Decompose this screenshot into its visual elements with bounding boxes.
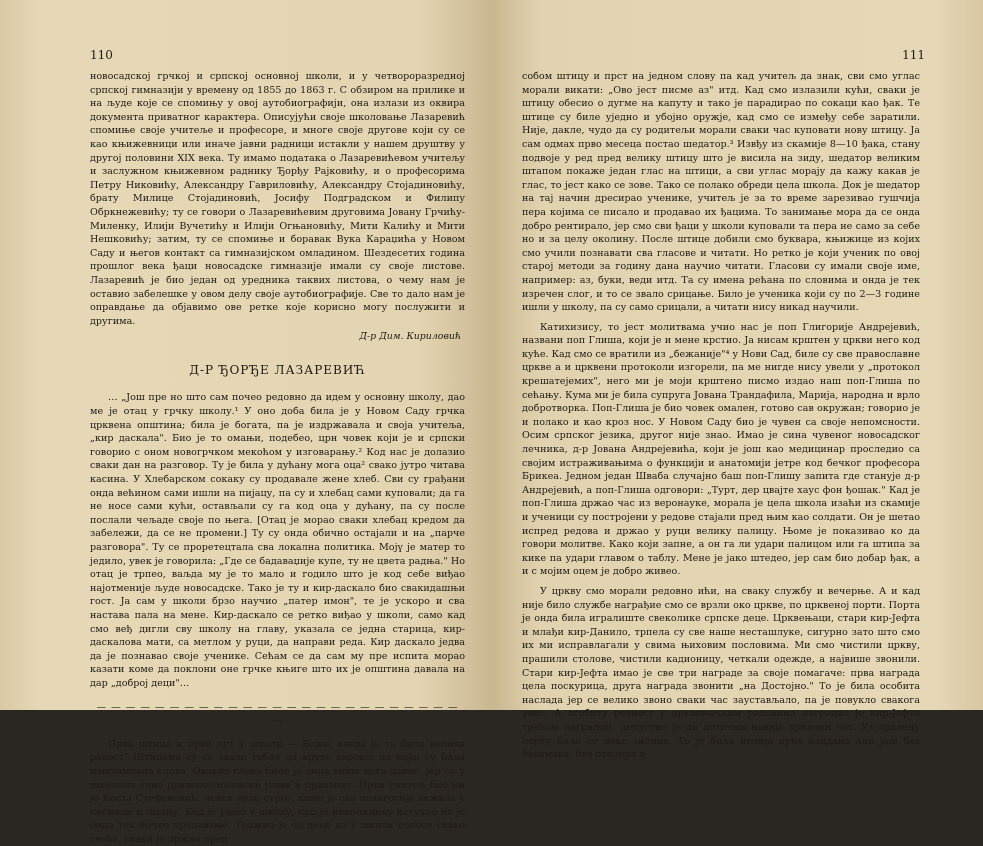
intro-paragraph: новосадској грчкој и српској основној школи, и у четвороразредној српској гимназији у времену од 1855 до 1863 г. С обзиром на прилике и на људе које се спомињу у овој аутобиографији, она излази из оквира документа приватног карактера. Описујући своје школовање Лазаревић спомиње своје учитеље и професоре, и многе своје другове који су се као књижевници или иначе јавни радници истакли у нашем друштву у другој половини XIX века. Ту имамо података о Лазаревићевом учитељу и заслужном књижевном раднику Ђорђу Рајковићу, и о професорима Петру Никовићу, Александру Гавриловићу, Александру Стојадиновићу, брату Милице Стојадиновић, Јосифу Подградском и Филипу Обркнежевићу; ту се говори о Лазаревићевим друговима Јовану Грчићу-Миленку, Илији Вучетићу и Илији Огњановићу, Мити Калићу и Мити Нешковићу; затим, ту се спомиње и боравак Вука Караџића у Новом Саду и његов контакт са гимназијском омладином. Шездесетих година прошлог века ђаци новосадске гимназије имали су своје листове. Лазаревић је био један од уредника таквих листова, о чему нам је оставио забелешке у овом делу своје аутобиографије. Све то дало нам је оправдање да објавимо ове ретке које корисно могу послужити и другима. xyxy=(90,71,465,327)
page-number: 110 xyxy=(90,48,113,62)
paragraph: собом штицу и прст на једном слову па кад учитељ да знак, сви смо углас морали викати: „Ово јест писме аз" итд. Кад смо излазили кући, сваки је штицу обесио о дугме на капуту и тако је парадирао по сокаци као ђак. Те штице су биле уједно и убојно оружје, кад смо се између себе заратили. Није, дакле, чудо да су родитељи морали сваки час куповати нову штицу. Ја сам одмах прво месеца постао шедатор.³ Извђу из скамије 8—10 ђака, стану подвоје у ред пред велику штицу што је висила на зиду, шедатор великим штапом покаже један глас на штици, а сви углас морају да кажу какав је глас, то јест како се зове. Тако се полако обреди цела школа. Док је шедатор на тај начин дресирао ученике, учитељ је за то време зарезивао гушчија пера којима се писало и продавао их ђацима. То занимање мора да се онда добро рентирало, јер смо сви ђаци у школи куповали та пера не само за себе но и за целу околину. После штице добили смо буквара, књижице из којих смо учили познавати сва гласове и читати. Но ретко је који ученик по овој старој методи за годину дана научио читати. Гласови су имали своје име, например: аз, буки, веди итд. Та су имена рећана по словима и онда је тек изречен слог, и то се звало срицање. Било је ученика који су по 2—3 године ишли у школу, па су само срицали, а читати нису никад научили. xyxy=(522,71,920,314)
paragraph: … „Још пре но што сам почео редовно да идем у основну школу, дао ме је отац у грчку школу.¹ У оно доба била је у Новом Саду грчка црквена општина; била је богата, па је издржавала и своја учитеља, „кир даскала". Био је то омањи, подебео, црн човек који је и српски говорио с оном новогрчком мекоћом у изговарању.² Код нас је долазио сваки дан на разговор. Ту је била у дућану мога оца² свако јутро читава касина. У Хлебарском сокаку су продавале жене хлеб. Сви су грађани онда већином сами ишли на пијацу, па су и хлебац сами куповали; да га не носе сами кући, остављали су га код оца у дућану, па су после послали чељаде своје по њега. [Отац је морао сваки хлебац кредом да забележи, да се не промени.] Ту су онда обично остајали и на „парче разговора". Ту се проретецтала сва локална политика. Мојү је матер то једило, увек је говорила: „Где се бадаваџије купе, ту не цвета радња." Но отац је трпео, ваљда му је то мало и годило што је код себе виђао најотменије људе новосадске. Тако је ту и кир-даскало био свакидашњи гост. Ја сам у школи брзо научио „патер имон", те је ускоро и сва настава пала на мене. Кир-даскало се ретко виђао у школи, само кад смо веђ дигли сву школу на главу, указала се једна старица, кир-даскалова мати, са метлом у руци, да направи реда. Кир даскало једва да је познавао своје ученике. Сећам се да сам му пре испита морао казати коме да поклони оне грчке књиге што их је општина давала на дар „доброј деци"… xyxy=(90,392,465,689)
right-page xyxy=(492,0,983,761)
dash-rule: — — — — — — — — — — — — — — — — — — — — — — — — — — xyxy=(96,701,459,727)
paragraph: Прва штица и први пут у школи — Боже, каква је то била велика радост! Штицама су се звале табле од круте хартије на којој су била наштампана слова. Оваких слова било је онда више него данас, јер се у школама учио црквенословенски језик и правопис. Први учитељ био ми је Коста Стефановић, човек врло строг, коме је сва педагогија лежала у песници и штапу. Кад је ушао у школу, про је неколицину истукао па је онда тек почео предавање. Тражио је од деце да у школи доносе свако свеће, сваки је држао пред xyxy=(90,738,465,845)
right-page-text xyxy=(522,70,920,762)
page-number: 111 xyxy=(902,48,925,62)
paragraph: У цркву смо морали редовно ићи, на сваку службу и вечерње. А и кад није било службе награђие смо се врзли око цркве, по црквеној порти. Порта је онда била игралиште свеколике српске деце. Црквењаци, стари кир-Јефта и млађи кир-Данило, трпела су све наше несташлуке, сигурно зато што смо их ми исправлагали у свима њиховим пословима. Ми смо чистили цркву, прашили столове, чистили кадионицу, четкали одежде, а највише звонили. Стари кир-Јефта имао је све три награде за своје помагаче: прва награда цела поскурица, друга награда звонити „на Достојно." То је била особита наслада јер се велико звоно сваки час заустављало, па је повукло свакога увис. А особиту ревност у црквењачким радовима наградио је кир-Јефта трећом наградом: допустио је да дотични навија црквени сат. Уз црквену порту биле су неке зидине. То је била нечија кућа изидана али још без басамака, без прозора и xyxy=(522,585,920,761)
left-page-text xyxy=(90,70,465,846)
paragraph: Катихизису, то јест молитвама учио нас је поп Глигорије Андрејевић, названи поп Глиша, који је и мене крстио. Ја нисам крштен у цркви него код куће. Кад смо се вратили из „бежаније"⁴ у Нови Сад, биле су све православне цркве а и црквени протоколи изгорели, па ме нигде нису увели у „протокол крешатејемих", него ми је моји крштено писмо издао наш поп-Глиша по сећању. Кума ми је била супруга Јована Трандафила, Марија, народна и врло добротворка. Поп-Глиша је био човек омален, готово сав окружан; говорио је и полако и као кроз нос. У Новом Саду био је чувен са своје непомсности. Осим српског језика, другог није знао. Имао је сина чувеног новосадског лечника, д-р Јована Андрејевића, који је још као медицинар проследио са својим истраживањима о функцији и анатомији јетре код бечког професора Брикеа. Једном један Шваба случајно баш поп-Глишу запита где станује д-р Андрејевић, а поп-Глиша одговори: „Турт, дер цвајте хаус фон ђошак." Кад је поп-Глиша држао час из веронауке, морала је цела школа изаћи из скамије и ученици су постројени у редове стајали пред њим као солдати. Он је шетао испред редова и држао у руци велику палицу. Њоме је показивао ко да говори молитве. Како који запне, а он га ли удари палицом или га штипа за кике па удари главом о таблу. Мене је јако штедео, јер сам био добар ђак, а и с мојим оцем је добро живео. xyxy=(522,321,920,578)
section-heading: Д-Р ЂОРЂЕ ЛАЗАРЕВИЋ xyxy=(189,362,366,377)
signature: Д-р Дим. Кириловић xyxy=(359,331,461,343)
left-page xyxy=(0,0,492,845)
